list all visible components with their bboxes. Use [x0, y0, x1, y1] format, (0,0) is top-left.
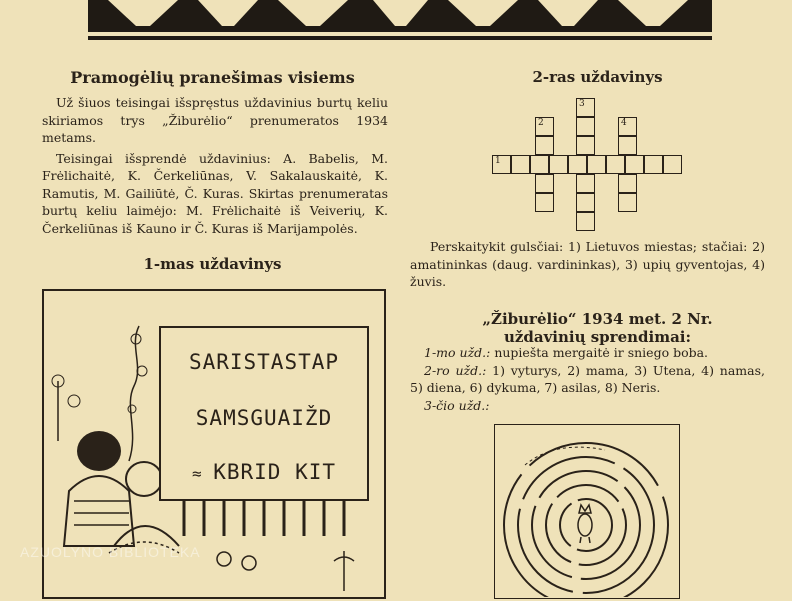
grid-cell: [618, 174, 637, 193]
task1-title: 1-mas uždavinys: [143, 255, 282, 273]
grid-cell: [663, 155, 682, 174]
grid-cell: [535, 193, 554, 212]
grid-cell: [568, 155, 587, 174]
grid-cell: [587, 155, 606, 174]
grid-cell: [618, 136, 637, 155]
masthead-rule: [88, 36, 712, 40]
cat-icon: [578, 505, 592, 543]
announcement-text: [42, 94, 388, 237]
solution-2-text: 1) vyturys, 2) mama, 3) Utena, 4) namas, 5) diena, 6) dykuma, 7) asilas, 8) Neris.: [410, 362, 765, 395]
solution-1-text: nupiešta mergaitė ir sniego boba.: [490, 345, 709, 360]
grid-cell: [511, 155, 530, 174]
grid-cell: [644, 155, 663, 174]
grid-cell: [625, 155, 644, 174]
solution-2: [410, 362, 765, 397]
grid-cell: [576, 193, 595, 212]
solutions-title-line-1: „Žiburėlio“ 1934 met. 2 Nr.: [482, 310, 713, 328]
grid-number-1: 1: [495, 156, 501, 166]
puzzle-signboard: [159, 326, 369, 501]
grid-cell: [549, 155, 568, 174]
grid-cell: [530, 155, 549, 174]
grid-cell: [618, 117, 637, 136]
grid-cell: [606, 155, 625, 174]
grid-cell: [576, 174, 595, 193]
solution-3-label: 3-čio užd.:: [424, 397, 490, 413]
solutions-title-line-2: uždavinių sprendimai:: [503, 328, 692, 346]
announcement-paragraph-1: Už šiuos teisingai išspręstus uždavinius burtų keliu skiriamos trys „Žiburėlio“ prenumeratos 1934 metams.: [42, 95, 388, 145]
sign-line-3-text: KBRID KIT: [213, 460, 337, 484]
grid-cell: [576, 98, 595, 117]
task2-instructions: Perskaitykit gulsčiai: 1) Lietuvos miestas; stačiai: 2) amatininkas (daug. vardininkas), 3) upių gyventojas, 4) žuvis.: [410, 239, 765, 289]
solution-1: [410, 344, 765, 362]
library-watermark: AZUOLYNO BIBLIOTEKA: [20, 544, 201, 560]
sign-line-1: SARISTASTAP: [188, 350, 340, 374]
grid-cell: [492, 155, 511, 174]
solution-3: [410, 397, 765, 415]
solution-2-label: 2-ro užd.:: [424, 362, 487, 378]
solution-1-label: 1-mo užd.:: [424, 345, 491, 360]
grid-cell: [535, 136, 554, 155]
grid-cell: [576, 136, 595, 155]
sign-line-2: SAMSGUAIŽD: [195, 406, 333, 430]
solutions-title: [430, 310, 765, 346]
task2-title: 2-ras uždavinys: [532, 68, 663, 86]
grid-cell: [576, 117, 595, 136]
grid-number-3: 3: [579, 99, 585, 109]
grid-number-4: 4: [621, 118, 627, 128]
grid-number-2: 2: [538, 118, 544, 128]
solutions-text: [410, 344, 765, 414]
grid-cell: [576, 212, 595, 231]
grid-cell: [618, 193, 637, 212]
announcement-paragraph-2: Teisingai išsprendė uždavinius: A. Babelis, M. Frėlichaitė, K. Čerkeliūnas, V. Sakalauskaitė, K. Ramutis, M. Gailiūtė, Č. Kuras. Skirtas prenumeratas burtų keliu laimėjo: M. Frėlichaitė iš Veiverių, K. Čerkeliūnas iš Kauno ir Č. Kuras iš Marijampolės.: [42, 150, 388, 236]
grid-cell: [535, 174, 554, 193]
maze-drawing: [495, 425, 678, 597]
announcement-title: Pramogėlių pranešimas visiems: [70, 68, 355, 87]
masthead-banner: [88, 0, 712, 32]
grid-cell: [535, 117, 554, 136]
maze-illustration: [494, 424, 680, 599]
sign-line-3: ≈ KBRID KIT: [191, 460, 337, 484]
